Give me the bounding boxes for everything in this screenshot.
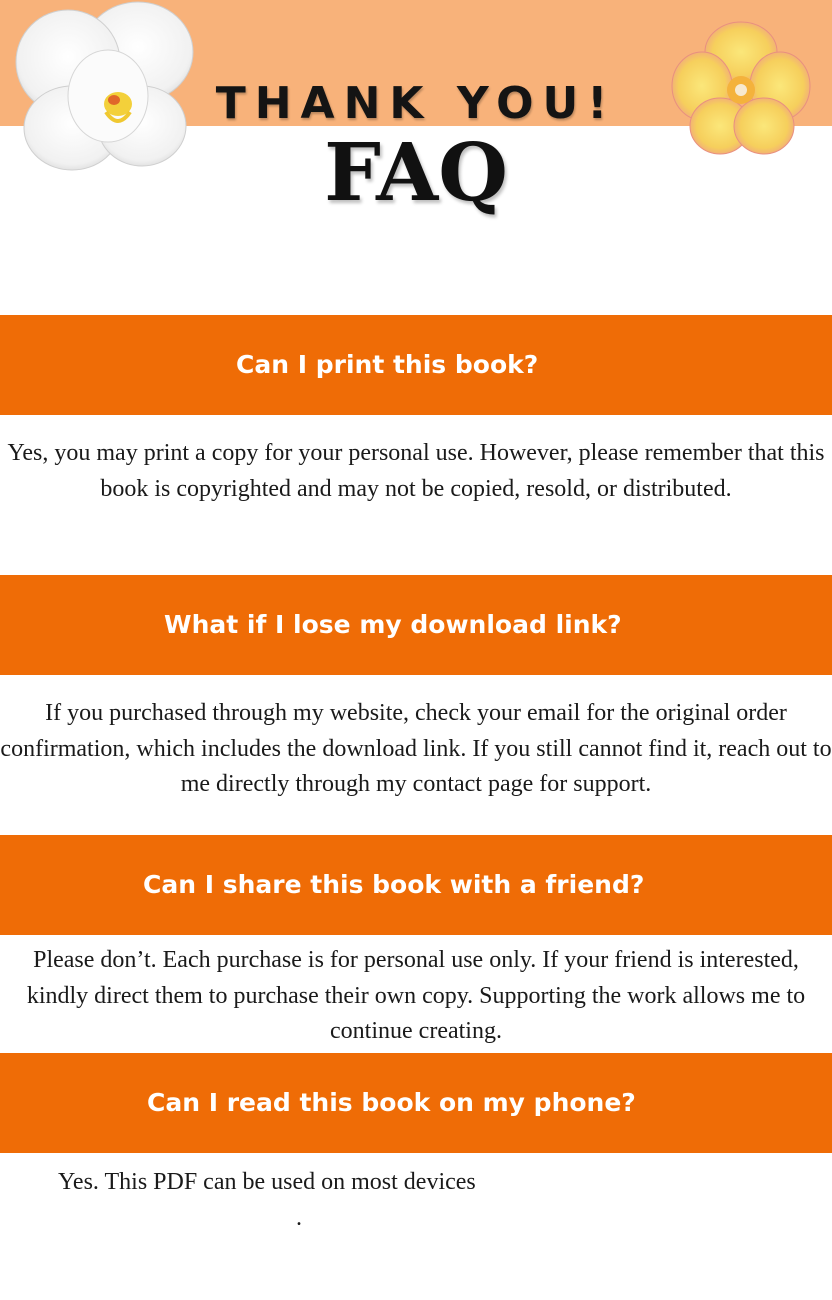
thank-you-heading: THANK YOU! bbox=[215, 78, 617, 129]
question-bar-phone bbox=[0, 1053, 832, 1153]
answer-text: Please don’t. Each purchase is for personal use only. If your friend is interested, kindly direct them to purchase their own copy. Supporting the work allows me to continue creating. bbox=[26, 947, 806, 1044]
question-bar-print bbox=[0, 315, 832, 415]
question-bar-download-link bbox=[0, 575, 832, 675]
page-title: FAQ bbox=[324, 125, 508, 219]
question-bar-share bbox=[0, 835, 832, 935]
answer-text: Yes, you may print a copy for your personal use. However, please remember that this book is copyrighted and may not be copied, resold, or distributed. bbox=[7, 440, 825, 502]
question-text: Can I share this book with a friend? bbox=[143, 870, 645, 899]
answer-text: Yes. This PDF can be used on most devices bbox=[58, 1169, 476, 1195]
question-text: Can I print this book? bbox=[236, 350, 539, 379]
answer-trailing-dot: . bbox=[296, 1205, 302, 1231]
answer-text: If you purchased through my website, check your email for the original order confirmation, which includes the download link. If you still cannot find it, reach out to me directly through my contact page for support. bbox=[0, 700, 832, 797]
question-text: What if I lose my download link? bbox=[164, 610, 622, 639]
question-text: Can I read this book on my phone? bbox=[147, 1088, 636, 1117]
